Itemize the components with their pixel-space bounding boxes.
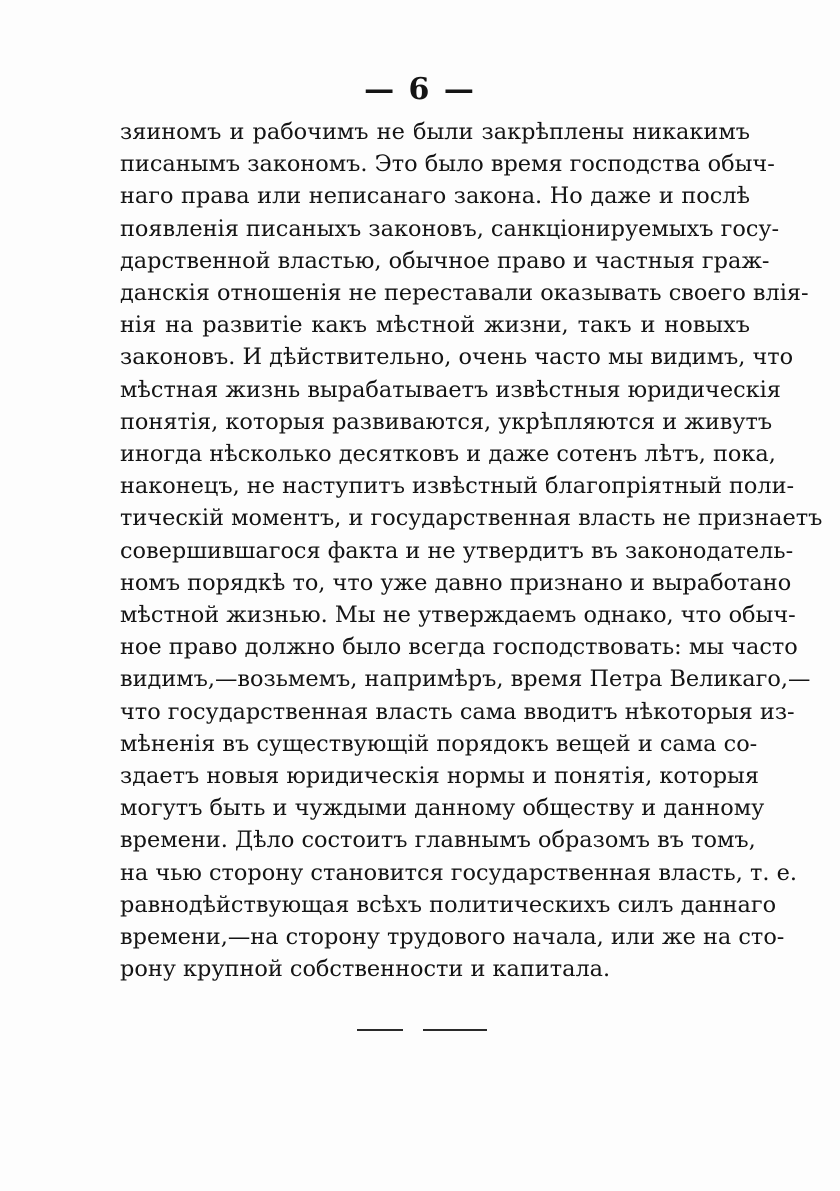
- text-line: понятія, которыя развиваются, укрѣпляются и живутъ: [120, 408, 773, 435]
- text-line: наго права или неписанаго закона. Но даже и послѣ: [120, 183, 750, 210]
- text-line: времени. Дѣло состоитъ главнымъ образомъ въ томъ,: [120, 827, 756, 854]
- text-line: данскія отношенія не переставали оказывать своего влія-: [120, 280, 809, 307]
- text-line: мѣстной жизнью. Мы не утверждаемъ однако, что обыч-: [120, 602, 796, 629]
- text-line: рону крупной собственности и капитала.: [120, 956, 611, 983]
- text-line: номъ порядкѣ то, что уже давно признано и выработано: [120, 569, 792, 596]
- text-line: могутъ быть и чуждыми данному обществу и данному: [120, 795, 765, 822]
- text-line: появленія писаныхъ законовъ, санкціонируемыхъ госу-: [120, 215, 780, 242]
- text-line: нія на развитіе какъ мѣстной жизни, такъ и новыхъ: [120, 312, 750, 339]
- text-line: равнодѣйствующая всѣхъ политическихъ силъ даннаго: [120, 891, 777, 918]
- text-line: тическій моментъ, и государственная власть не признаетъ: [120, 505, 823, 532]
- page-number: — 6 —: [364, 72, 476, 107]
- body-text: [120, 116, 823, 985]
- text-line: дарственной властью, обычное право и частныя граж-: [120, 247, 770, 274]
- ornament-gap: [403, 1028, 423, 1033]
- text-line: ное право должно было всегда господствовать: мы часто: [120, 634, 798, 661]
- text-line: на чью сторону становится государственная власть, т. е.: [120, 859, 797, 886]
- text-line: зяиномъ и рабочимъ не были закрѣплены никакимъ: [120, 119, 750, 145]
- text-line: что государственная власть сама вводитъ нѣкоторыя из-: [120, 698, 795, 725]
- text-line: законовъ. И дѣйствительно, очень часто мы видимъ, что: [120, 344, 794, 371]
- text-line: видимъ,—возьмемъ, напримѣръ, время Петра Великаго,—: [120, 666, 811, 693]
- end-ornament-rule: [357, 1029, 487, 1034]
- text-line: времени,—на сторону трудового начала, или же на сто-: [120, 924, 785, 951]
- text-line: писанымъ закономъ. Это было время господства обыч-: [120, 151, 775, 178]
- text-line: иногда нѣсколько десятковъ и даже сотенъ лѣтъ, пока,: [120, 441, 776, 468]
- text-line: мѣненія въ существующій порядокъ вещей и сама со-: [120, 730, 758, 757]
- text-line: здаетъ новыя юридическія нормы и понятія, которыя: [120, 763, 759, 790]
- text-line: совершившагося факта и не утвердитъ въ законодатель-: [120, 537, 794, 564]
- text-line: мѣстная жизнь вырабатываетъ извѣстныя юридическія: [120, 376, 781, 403]
- text-line: наконецъ, не наступитъ извѣстный благопріятный поли-: [120, 473, 795, 500]
